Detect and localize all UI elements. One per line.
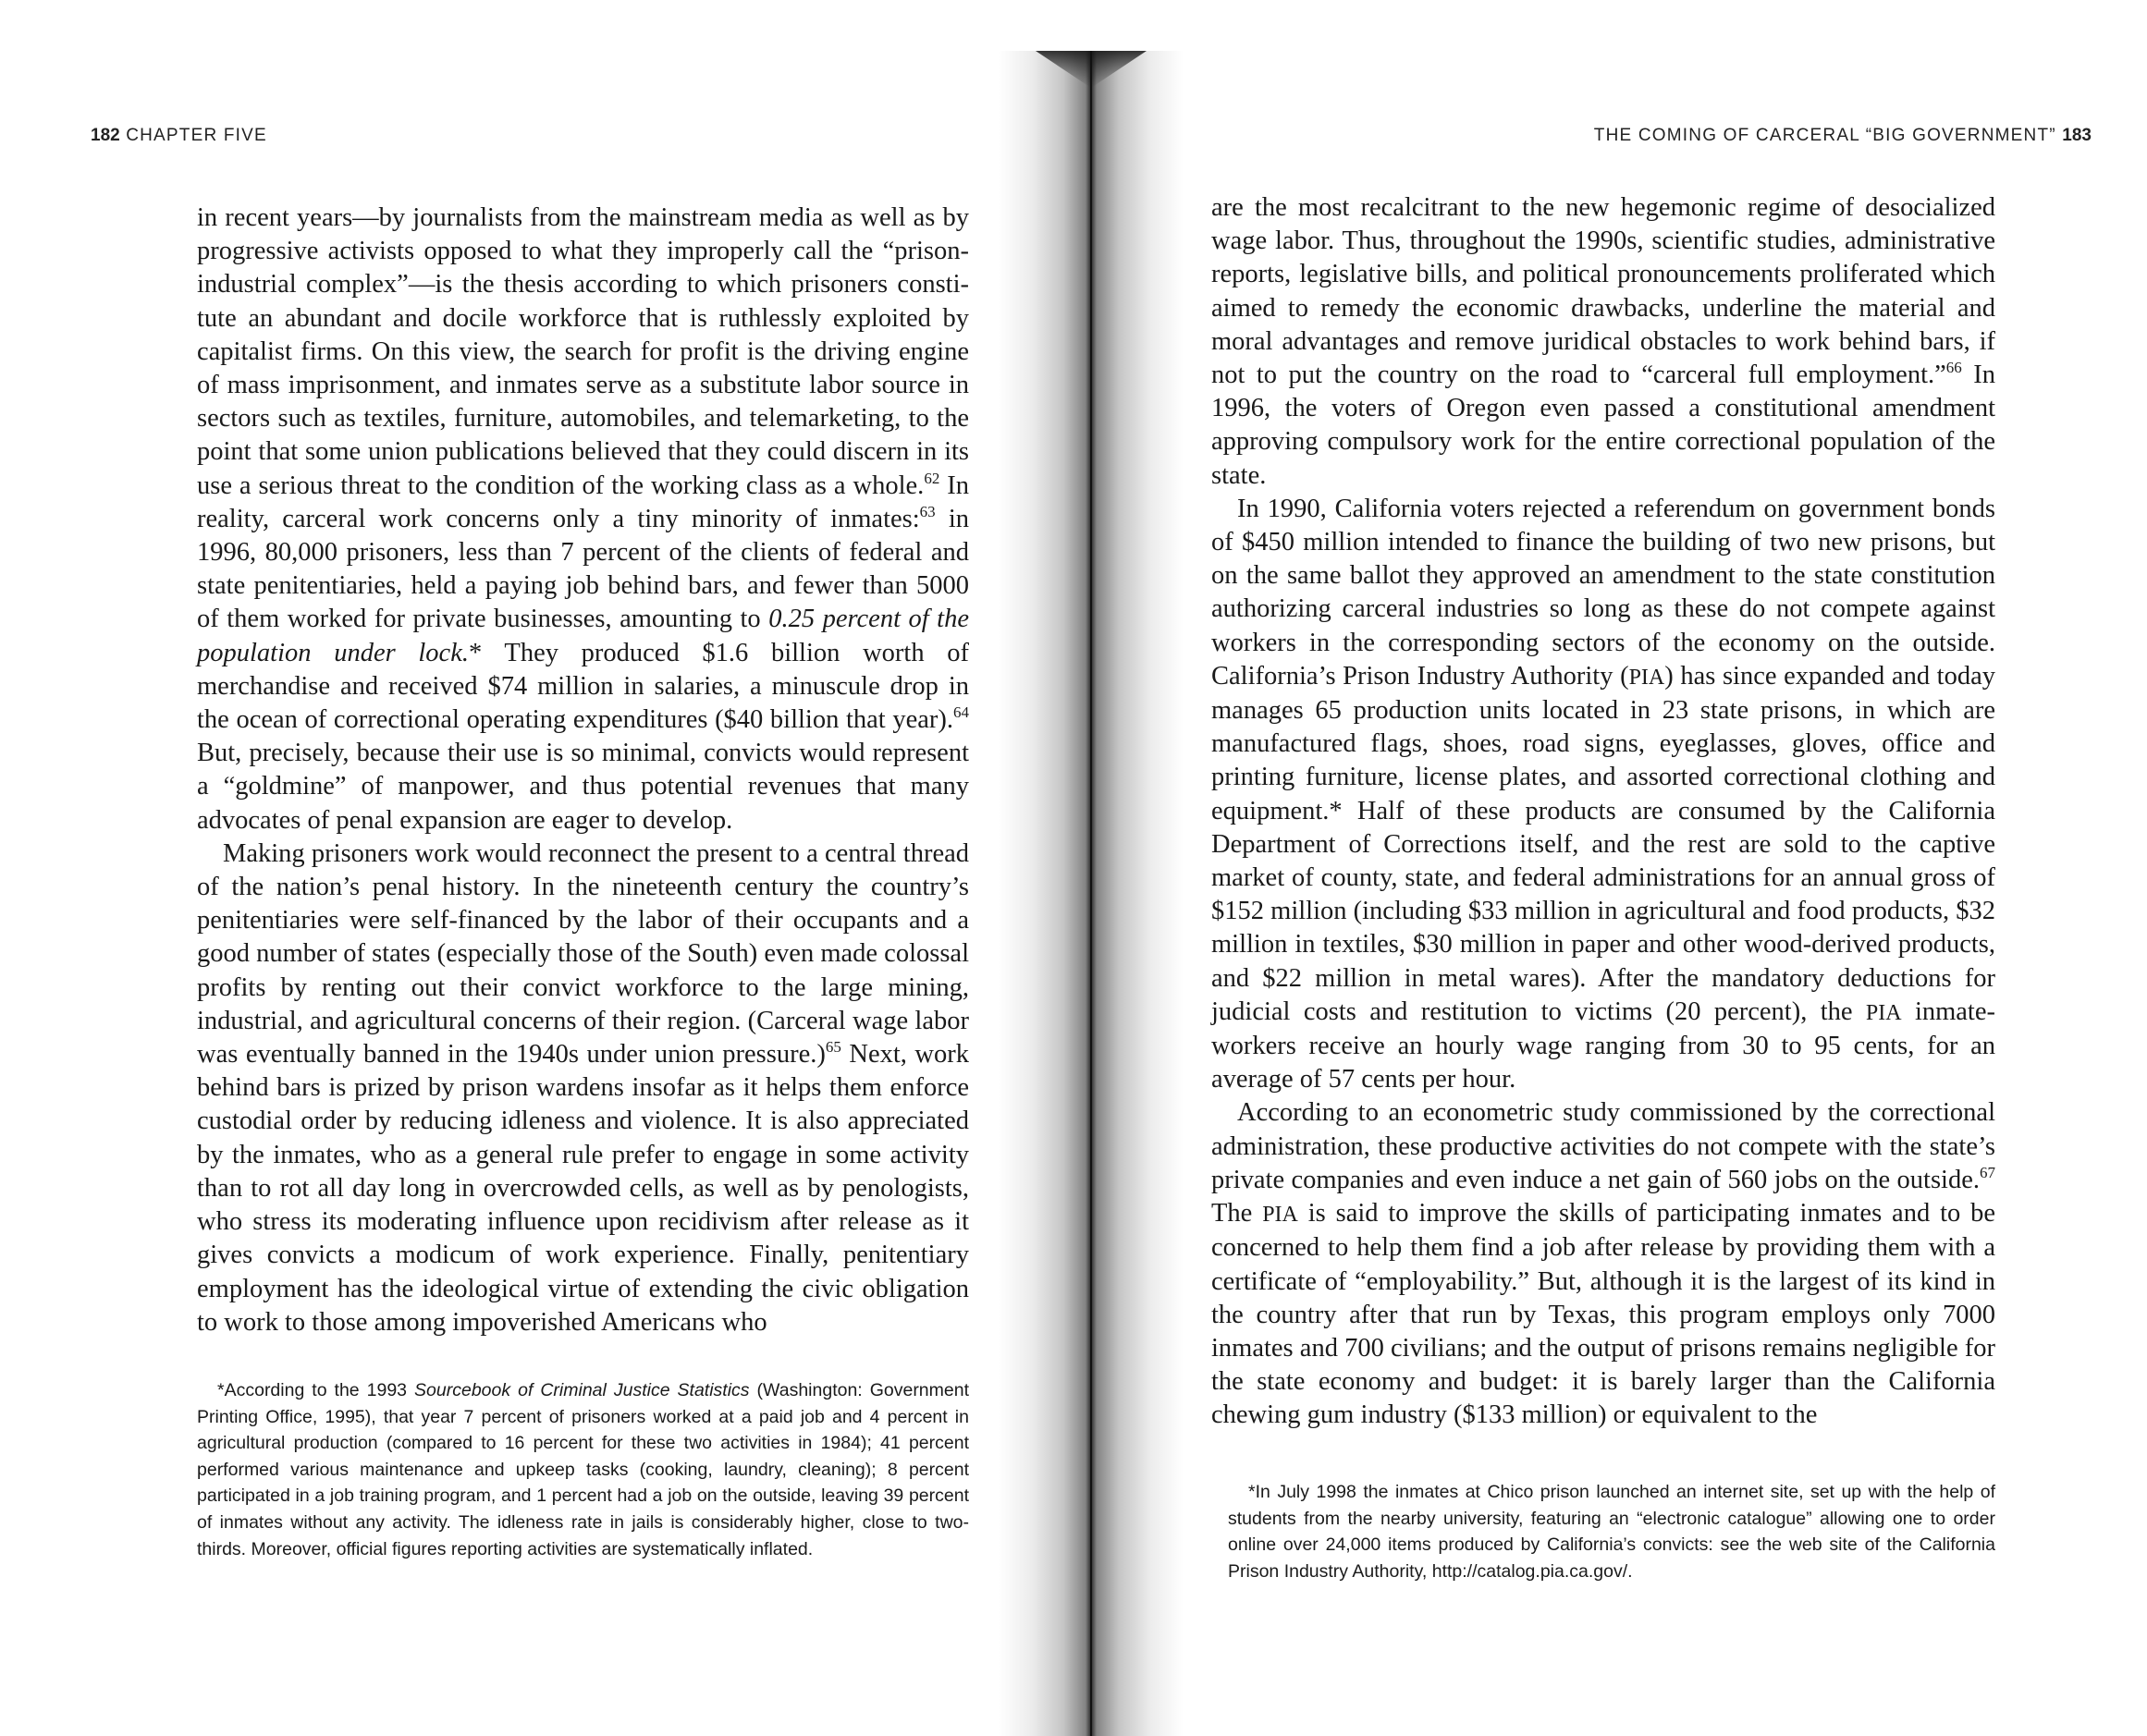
footnote-ref: 66: [1945, 359, 1962, 377]
text-run: in recent years—by journalists from the mainstream media as well as by progressive activists opposed to what they improperly call the “prison-industrial complex”—is the thesis according to which prisoners constitute an abundant and docile workforce that is ruthlessly exploited by capitalist firms. On this view, the search for profit is the driving engine of mass imprisonment, and inmates serve as a substitute labor source in sectors such as textiles, furniture, automobiles, and telemarketing, to the point that some union publications believed that they could discern in its use a serious threat to the condition of the working class as a whole.: [197, 203, 969, 500]
right-footnote: [1228, 1479, 1995, 1584]
small-caps-text: PIA: [1262, 1203, 1298, 1228]
text-run: In 1990, California voters rejected a referendum on government bonds of $450 million intended to finance the building of two new prisons, but on the same ballot they approved an amendment to the state constitution authorizing carceral industries so long as these do not compete against workers in the corresponding sectors of the economy on the outside. California’s Prison Industry Authority (: [1211, 494, 1995, 691]
text-run: In reality, carceral work concerns only a tiny minority of inmates:: [197, 471, 969, 533]
left-body-text: [197, 202, 969, 1339]
left-page: [0, 0, 1026, 1736]
text-run: * They produced $1.6 billion worth of merchandise and received $74 million in salaries, a minuscule drop in the ocean of correctional operating expenditures ($40 billion that year).: [197, 638, 969, 735]
text-run: In 1996, the voters of Oregon even passed a constitutional amendment approving compulsory work for the entire correctional population of the state.: [1211, 361, 1995, 490]
text-run: (Washington: Government Printing Office, 1995), that year 7 percent of prisoners worked at a paid job and 4 percent in agricultural production (compared to 16 percent for these two activities in 1984); 41 percent performed various maintenance and upkeep tasks (cooking, laundry, cleaning); 8 percent participated in a job training program, and 1 percent had a job on the outside, leaving 39 percent of inmates without any activity. The idleness rate in jails is considerably higher, close to two-thirds. Moreover, official figures reporting activities are systematically inflated.: [197, 1380, 970, 1559]
footnote-ref: 63: [919, 502, 936, 520]
text-run: *In July 1998 the inmates at Chico prison launched an internet site, set up with the help of students from the nearby university, featuring an “electronic catalogue” allowing one to order online over 24,000 items produced by California’s convicts: see the web site of the California Prison Industry Authority, http://catalog.pia.ca.gov/.: [1228, 1482, 1995, 1582]
right-page: [1110, 0, 2147, 1736]
text-run: in 1996, 80,000 prisoners, less than 7 percent of the clients of federal and state penitentiaries, held a paying job behind bars, and fewer than 5000 of them worked for private businesses, amounting to: [197, 504, 969, 634]
left-footnote: [197, 1377, 969, 1562]
text-run: The: [1211, 1199, 1263, 1229]
paragraph: [1211, 493, 1995, 1097]
paragraph: [1211, 191, 1995, 493]
right-running-head: [1594, 126, 2092, 146]
footnote-ref: 67: [1980, 1163, 1995, 1181]
footnote-ref: 62: [924, 469, 940, 487]
right-page-number: 183: [2062, 126, 2092, 145]
left-running-head: [91, 126, 267, 146]
paragraph: [197, 837, 969, 1339]
right-body-text: [1211, 191, 1995, 1433]
footnote-paragraph: [197, 1377, 969, 1562]
footnote-ref: 65: [825, 1038, 841, 1057]
small-caps-text: PIA: [1628, 665, 1665, 690]
book-spine-line: [1090, 51, 1092, 1736]
text-run: inmate-workers receive an hourly wage ranging from 30 to 95 cents, for an average of 57 cents per hour.: [1211, 996, 1995, 1094]
footnote-paragraph: [1228, 1479, 1995, 1584]
text-run: are the most recalcitrant to the new hegemonic regime of desocialized wage labor. Thus, throughout the 1990s, scientific studies, administrative reports, legislative bills, and political pronouncements proliferated which aimed to remedy the economic drawbacks, underline the material and moral advantages and remove juridical obstacles to work behind bars, if not to put the country on the road to “carceral full employment.”: [1211, 193, 1995, 390]
text-run: But, precisely, because their use is so minimal, convicts would represent a “goldmine” of manpower, and thus potential revenues that many advocates of penal expansion are eager to develop.: [197, 739, 969, 835]
right-chapter-title: THE COMING OF CARCERAL “BIG GOVERNMENT”: [1593, 126, 2056, 145]
footnote-ref: 64: [953, 703, 969, 722]
left-chapter-title: CHAPTER FIVE: [126, 126, 267, 145]
paragraph: [197, 202, 969, 837]
italic-text: 0.25 percent of the population under lock.: [197, 605, 970, 667]
text-run: is said to improve the skills of participating inmates and to be concerned to help them find a job after release by providing them with a certificate of “employability.” But, although it is the largest of its kind in the country after that run by Texas, this program employs only 7000 inmates and 700 civilians; and the output of prisons remains negligible for the state economy and budget: it is barely larger than the California chewing gum industry ($133 million) or equivalent to the: [1211, 1199, 1996, 1430]
text-run: According to an econometric study commissioned by the correctional administration, these productive activities do not compete with the state’s private companies and even induce a net gain of 560 jobs on the outside.: [1211, 1098, 1995, 1194]
italic-text: Sourcebook of Criminal Justice Statistics: [414, 1380, 750, 1400]
paragraph: [1211, 1096, 1995, 1432]
small-caps-text: PIA: [1865, 1000, 1902, 1025]
left-page-number: 182: [91, 126, 120, 145]
text-run: Making prisoners work would reconnect the present to a central thread of the nation’s penal history. In the nineteenth century the country’s penitentiaries were self-financed by the labor of their occupants and a good number of states (especially those of the South) even made colossal profits by renting out their convict workforce to the large mining, industrial, and agricultural concerns of their region. (Carceral wage labor was eventually banned in the 1940s under union pressure.): [197, 838, 969, 1070]
text-run: *According to the 1993: [217, 1380, 415, 1400]
text-run: Next, work behind bars is prized by prison wardens insofar as it helps them enforce custodial order by reducing idleness and violence. It is also appreciated by the inmates, who as a general rule prefer to engage in some activity than to rot all day long in overcrowded cells, as well as by penologists, who stress its moderating influence upon recidivism after release as it gives convicts a modicum of work experience. Finally, penitentiary employment has the ideological virtue of extending the civic obligation to work to those among impoverished Americans who: [197, 1040, 969, 1337]
text-run: ) has since expanded and today manages 65 production units located in 23 state prisons, in which are manufactured flags, shoes, road signs, eyeglasses, gloves, office and printing furniture, license plates, and assorted correctional clothing and equipment.* Half of these products are consumed by the California Department of Corrections itself, and the rest are sold to the captive market of county, state, and federal administrations for an annual gross of $152 million (including $33 million in agricultural and food products, $32 million in textiles, $30 million in paper and other wood-derived products, and $22 million in metal wares). After the mandatory deductions for judicial costs and restitution to victims (20 percent), the: [1211, 661, 1995, 1026]
